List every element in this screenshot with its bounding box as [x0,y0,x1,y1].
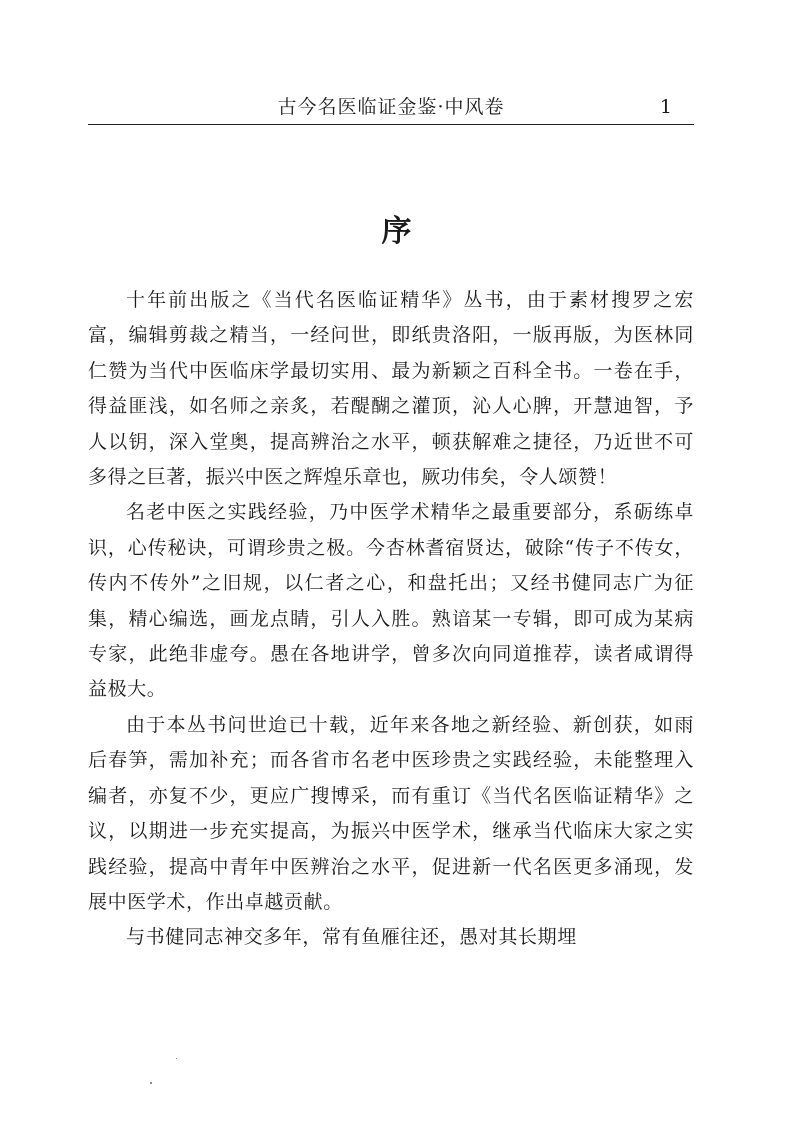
paragraph-4: 与书健同志神交多年，常有鱼雁往还，愚对其长期埋 [126,926,577,949]
page-number: 1 [659,96,672,118]
paragraph-2: 名老中医之实践经验，乃中医学术精华之最重要部分，系砺练卓识，心传秘诀，可谓珍贵之极。今杏林耆宿贤达，破除“传子不传女，传内不传外”之旧规，以仁者之心，和盘托出；又经书健同志广为征集，精心编选，画龙点睛，引人入胜。熟谙某一专辑，即可成为某病专家，此绝非虚夸。愚在各地讲学，曾多次向同道推荐，读者咸谓得益极大。 [88,501,694,701]
section-title: 序 [381,214,412,249]
running-title: 古今名医临证金鉴·中风卷 [277,96,505,118]
paragraph-3: 由于本丛书问世迨已十载，近年来各地之新经验、新创获，如雨后春笋，需加补充；而各省市名老中医珍贵之实践经验，未能整理入编者，亦复不少，更应广搜博采，而有重订《当代名医临证精华》之议，以期进一步充实提高，为振兴中医学术，继承当代临床大家之实践经验，提高中青年中医辨治之水平，促进新一代名医更多涌现，发展中医学术，作出卓越贡献。 [88,713,694,913]
paragraph-1: 十年前出版之《当代名医临证精华》丛书，由于素材搜罗之宏富，编辑剪裁之精当，一经问世，即纸贵洛阳，一版再版，为医林同仁赞为当代中医临床学最切实用、最为新颖之百科全书。一卷在手，得益匪浅，如名师之亲炙，若醍醐之灌顶，沁人心脾，开慧迪智，予人以钥，深入堂奥，提高辨治之水平，顿获解难之捷径，乃近世不可多得之巨著，振兴中医之辉煌乐章也，厥功伟矣，令人颂赞！ [88,289,694,489]
scan-speck [176,1058,177,1059]
header-rule [88,124,694,125]
scan-speck [150,1082,152,1084]
running-header [88,94,694,124]
body-text [88,283,694,956]
